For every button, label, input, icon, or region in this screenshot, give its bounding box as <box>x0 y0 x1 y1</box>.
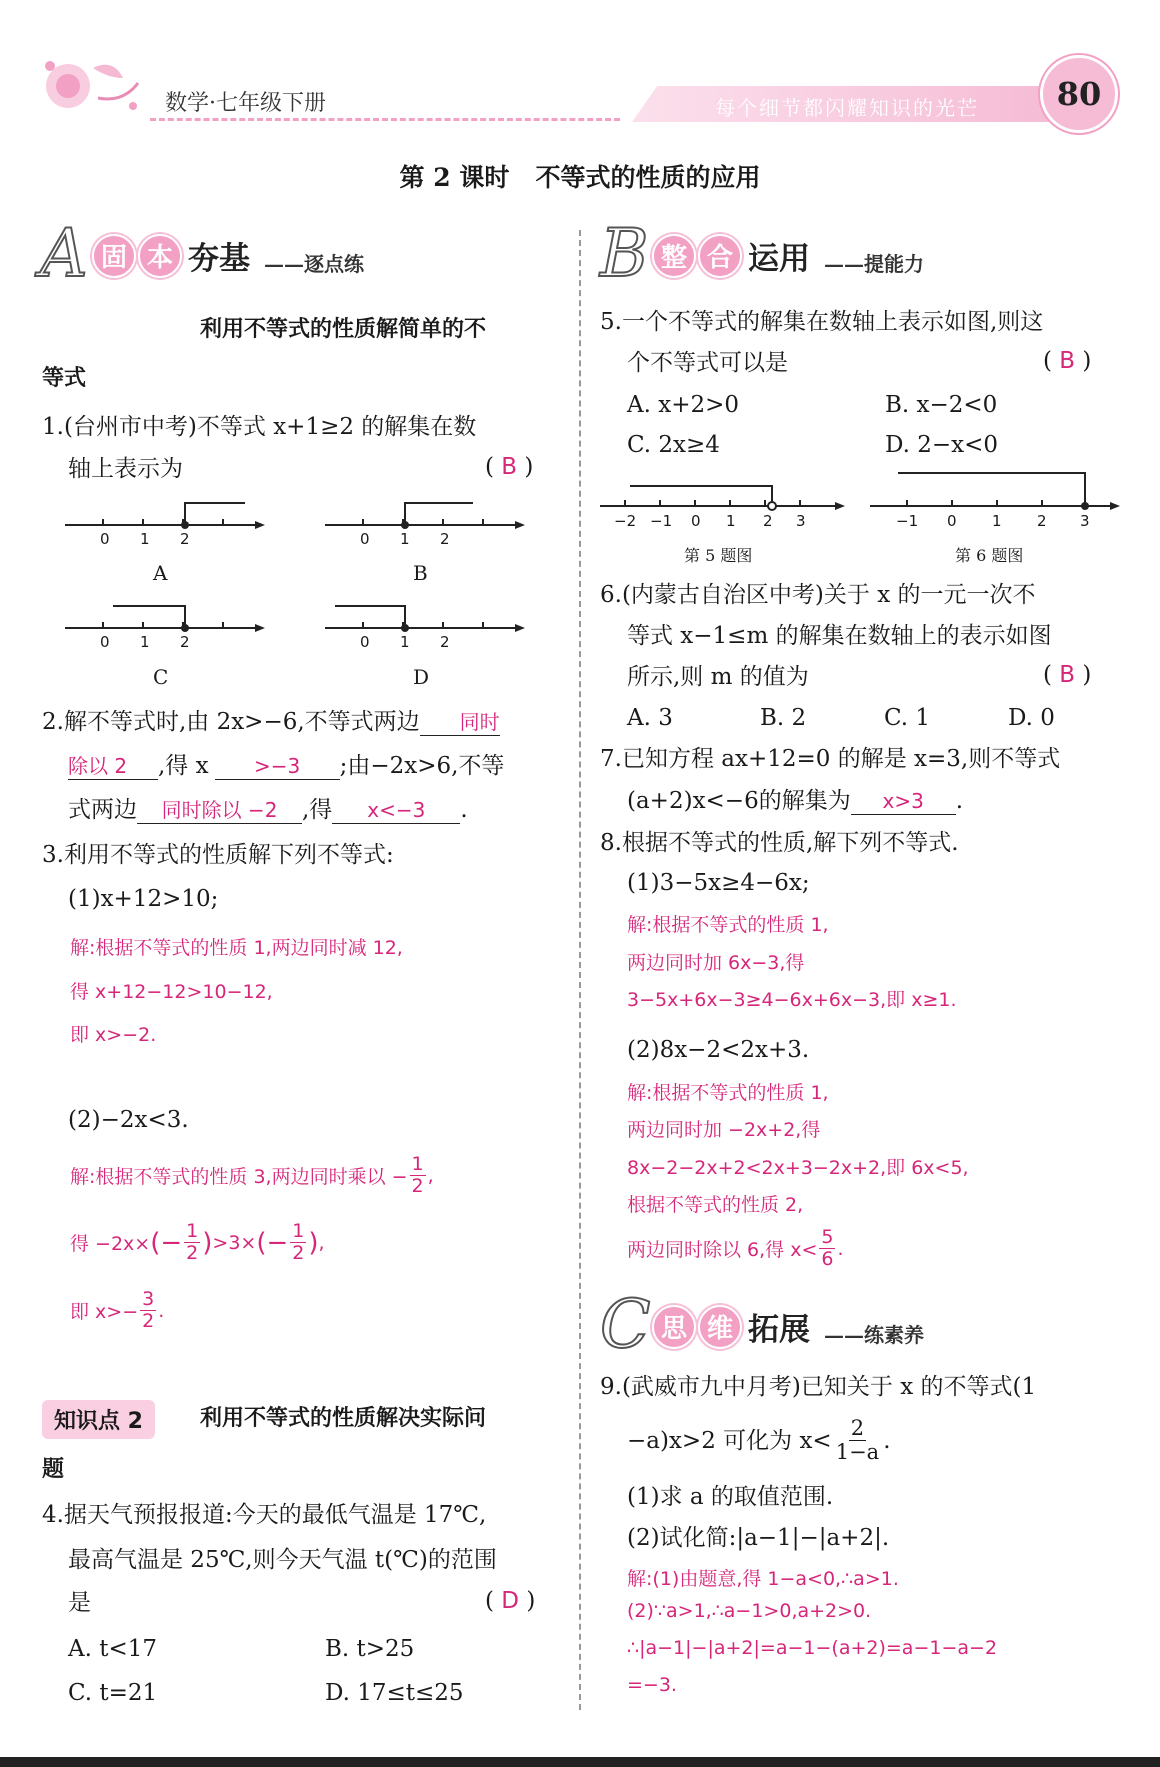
q3-comma-2: , <box>318 1231 325 1254</box>
q6-answer: B <box>1059 662 1076 688</box>
q8-sol2-line3: 8x−2−2x+2<2x+3−2x+2,即 6x<5, <box>627 1157 969 1179</box>
q5-tick-1: −1 <box>650 512 673 530</box>
q3-part2: (2)−2x<3. <box>68 1107 189 1133</box>
section-a-char-1: 固 <box>92 234 136 278</box>
frac-num: 1 <box>411 1153 424 1175</box>
section-c-subtitle: ——练素养 <box>824 1323 924 1347</box>
q6-tick-4: 3 <box>1080 512 1090 530</box>
q5-tick-3: 1 <box>726 512 736 530</box>
q1-b-label: B <box>413 561 428 585</box>
kp1-line1: 利用不等式的性质解简单的不 <box>200 317 487 342</box>
section-c-header <box>600 1286 1120 1366</box>
q5-option-a: A. x+2>0 <box>627 392 740 418</box>
q5-line2: 个不等式可以是 <box>627 350 788 376</box>
q3-rparen-1: ) <box>202 1227 213 1258</box>
q7-end: . <box>955 788 964 814</box>
q2-text-2: ,得 x <box>158 753 209 779</box>
bottom-bar <box>0 1757 1160 1767</box>
q8-part2: (2)8x−2<2x+3. <box>627 1037 810 1063</box>
frac-den: 2 <box>142 1310 155 1332</box>
q3-sol1-line1: 解:根据不等式的性质 1,两边同时减 12, <box>70 937 403 959</box>
header-ornament <box>38 48 148 118</box>
section-b-header <box>600 215 1120 295</box>
q9-period: . <box>883 1427 891 1454</box>
q1-a-label: A <box>153 561 168 585</box>
q4-option-c: C. t=21 <box>68 1680 158 1706</box>
q5-answer-bracket: ( B ) <box>1043 348 1092 374</box>
section-c-title: 拓展 <box>748 1312 810 1348</box>
page-number-badge <box>1040 55 1118 133</box>
q1-option-b-figure <box>325 495 525 549</box>
q1-line2: 轴上表示为 <box>68 456 183 482</box>
q1-b-tick-0: 0 <box>360 530 370 548</box>
q6-line1: 6.(内蒙古自治区中考)关于 x 的一元一次不 <box>600 582 1036 608</box>
q2-text-4: 式两边 <box>68 797 137 823</box>
q3-frac-half-1 <box>410 1155 426 1196</box>
q1-option-a-figure <box>65 495 265 549</box>
q5-option-c: C. 2x≥4 <box>627 432 720 458</box>
q4-option-a: A. t<17 <box>68 1636 158 1662</box>
q6-figure-label: 第 6 题图 <box>955 546 1024 565</box>
q1-d-tick-1: 1 <box>400 633 410 651</box>
q1-d-tick-0: 0 <box>360 633 370 651</box>
q5-figure <box>600 470 845 519</box>
q6-option-a: A. 3 <box>627 705 673 731</box>
section-a-title: 夯基 <box>188 241 250 277</box>
lesson-title: 第 2 课时 不等式的性质的应用 <box>399 163 761 192</box>
q1-c-tick-0: 0 <box>100 633 110 651</box>
q7-blank: x>3 <box>851 788 956 815</box>
q5-tick-5: 3 <box>796 512 806 530</box>
q3-frac-half-2 <box>184 1222 200 1263</box>
q3-period: . <box>158 1299 165 1322</box>
q9-line1: 9.(武威市九中月考)已知关于 x 的不等式(1 <box>600 1374 1037 1400</box>
column-divider <box>579 230 581 1710</box>
frac-num: 5 <box>821 1226 834 1248</box>
q1-a-tick-0: 0 <box>100 530 110 548</box>
q3-sol2-line1 <box>70 1155 434 1196</box>
q9-part2: (2)试化简:|a−1|−|a+2|. <box>627 1525 890 1551</box>
q1-answer-bracket: ( B ) <box>485 454 534 480</box>
q1-c-tick-2: 2 <box>180 633 190 651</box>
q9-frac <box>834 1418 881 1463</box>
section-b-letter: B <box>600 215 649 292</box>
kp2-badge-text: 知识点 2 <box>54 1409 143 1434</box>
q3-stem: 3.利用不等式的性质解下列不等式: <box>42 842 394 868</box>
q4-line3: 是 <box>68 1590 91 1616</box>
q4-option-d: D. 17≤t≤25 <box>325 1680 464 1706</box>
q3-sol2-c: 即 x>− <box>70 1301 139 1323</box>
q4-answer-bracket: ( D ) <box>485 1588 536 1614</box>
q6-option-d: D. 0 <box>1008 705 1055 731</box>
q8-frac <box>819 1228 835 1269</box>
q9-sol-line2: (2)∵a>1,∴a−1>0,a+2>0. <box>627 1600 872 1622</box>
section-b-title: 运用 <box>748 241 810 277</box>
q2-blank-1b: 除以 2 <box>68 753 158 780</box>
kp1-line2: 等式 <box>42 366 87 391</box>
q5-tick-0: −2 <box>614 512 637 530</box>
q3-lparen-2: (− <box>256 1227 289 1258</box>
section-c-letter: C <box>600 1286 651 1363</box>
section-c-char-2: 维 <box>698 1305 742 1349</box>
q2-blank-3: 同时除以 −2 <box>137 797 302 824</box>
frac-den: 2 <box>186 1242 199 1264</box>
q8-sol2-line4: 根据不等式的性质 2, <box>627 1194 804 1216</box>
frac-num: 1 <box>292 1220 305 1242</box>
kp2-line1: 利用不等式的性质解决实际问 <box>200 1406 487 1431</box>
q5-option-b: B. x−2<0 <box>885 392 998 418</box>
q1-a-tick-2: 2 <box>180 530 190 548</box>
q5-figure-label: 第 5 题图 <box>684 546 753 565</box>
q1-line1: 1.(台州市中考)不等式 x+1≥2 的解集在数 <box>42 414 477 440</box>
q5-option-d: D. 2−x<0 <box>885 432 999 458</box>
q6-line2: 等式 x−1≤m 的解集在数轴上的表示如图 <box>627 623 1052 649</box>
q2-text-6: . <box>460 797 468 823</box>
q8-part1: (1)3−5x≥4−6x; <box>627 870 810 896</box>
q1-option-c-figure <box>65 598 265 652</box>
q6-option-b: B. 2 <box>760 705 807 731</box>
q8-stem: 8.根据不等式的性质,解下列不等式. <box>600 830 959 856</box>
q1-d-label: D <box>413 665 430 689</box>
q3-sol2-line2 <box>70 1222 325 1263</box>
q3-rparen-2: ) <box>308 1227 319 1258</box>
frac-den: 2 <box>411 1175 424 1197</box>
q8-sol2-line1: 解:根据不等式的性质 1, <box>627 1082 829 1104</box>
q2-blank-4: x<−3 <box>332 797 460 824</box>
section-a-char-2: 本 <box>138 234 182 278</box>
frac-den: 6 <box>821 1248 834 1270</box>
q8-sol1-line1: 解:根据不等式的性质 1, <box>627 914 829 936</box>
q4-line1: 4.据天气预报报道:今天的最低气温是 17℃, <box>42 1502 487 1528</box>
q1-option-d-figure <box>325 598 525 652</box>
q5-answer: B <box>1059 348 1076 374</box>
section-b-subtitle: ——提能力 <box>824 252 924 276</box>
frac-num: 1 <box>186 1220 199 1242</box>
frac-den: 1−a <box>835 1440 880 1464</box>
header-slogan: 每个细节都闪耀知识的光芒 <box>715 96 979 120</box>
q9-text: −a)x>2 可化为 x< <box>627 1427 832 1454</box>
q9-sol-line3: ∴|a−1|−|a+2|=a−1−(a+2)=a−1−a−2 <box>627 1637 998 1659</box>
section-c-char-1: 思 <box>652 1305 696 1349</box>
q2-text-5: ,得 <box>302 797 333 823</box>
section-b-char-1: 整 <box>652 234 696 278</box>
q5-tick-2: 0 <box>691 512 701 530</box>
q7-line2 <box>627 786 963 816</box>
q9-sol-line1: 解:(1)由题意,得 1−a<0,∴a>1. <box>627 1568 899 1590</box>
q3-sol2-line3 <box>70 1290 164 1331</box>
q2-text-3: ;由−2x>6,不等 <box>339 753 505 779</box>
q8-sol2-last: 两边同时除以 6,得 x< <box>627 1239 818 1261</box>
q3-frac-half-3 <box>290 1222 306 1263</box>
q9-part1: (1)求 a 的取值范围. <box>627 1484 834 1510</box>
frac-num: 2 <box>850 1416 865 1440</box>
kp2-badge <box>42 1400 155 1439</box>
q3-sol2-b1: 得 −2x× <box>70 1233 151 1255</box>
q6-tick-2: 1 <box>992 512 1002 530</box>
q7-line1: 7.已知方程 ax+12=0 的解是 x=3,则不等式 <box>600 746 1061 772</box>
q2-line3 <box>68 795 468 825</box>
q8-period: . <box>837 1237 844 1260</box>
q8-sol1-line3: 3−5x+6x−3≥4−6x+6x−3,即 x≥1. <box>627 989 957 1011</box>
q6-tick-0: −1 <box>896 512 919 530</box>
q4-answer: D <box>501 1588 520 1614</box>
q6-line3: 所示,则 m 的值为 <box>627 664 809 690</box>
header-book-title: 数学·七年级下册 <box>165 91 326 116</box>
q1-answer: B <box>501 454 518 480</box>
section-b-char-2: 合 <box>698 234 742 278</box>
q6-tick-3: 2 <box>1037 512 1047 530</box>
q4-option-b: B. t>25 <box>325 1636 415 1662</box>
frac-den: 2 <box>292 1242 305 1264</box>
q6-option-c: C. 1 <box>884 705 931 731</box>
q3-sol1-line3: 即 x>−2. <box>70 1024 157 1046</box>
q7-text: (a+2)x<−6的解集为 <box>627 788 851 814</box>
q9-sol-line4: =−3. <box>627 1674 677 1696</box>
q1-b-tick-1: 1 <box>400 530 410 548</box>
q3-sol1-line2: 得 x+12−12>10−12, <box>70 981 273 1003</box>
q3-comma-1: , <box>427 1164 434 1187</box>
q1-b-tick-2: 2 <box>440 530 450 548</box>
q1-c-label: C <box>153 665 169 689</box>
q2-blank-2: >−3 <box>215 753 340 780</box>
q3-sol2-a: 解:根据不等式的性质 3,两边同时乘以 − <box>70 1166 408 1188</box>
frac-num: 3 <box>142 1288 155 1310</box>
q2-blank-1a: 同时 <box>420 709 500 736</box>
q6-tick-1: 0 <box>947 512 957 530</box>
q3-part1: (1)x+12>10; <box>68 886 219 912</box>
section-a-letter: A <box>40 215 88 292</box>
q1-c-tick-1: 1 <box>140 633 150 651</box>
section-a-subtitle: ——逐点练 <box>264 252 364 276</box>
q8-sol1-line2: 两边同时加 6x−3,得 <box>627 952 805 974</box>
q2-line2 <box>68 751 504 781</box>
kp2-line2: 题 <box>42 1457 65 1482</box>
section-a-header <box>40 215 560 295</box>
q8-sol2-line2: 两边同时加 −2x+2,得 <box>627 1119 821 1141</box>
q5-line1: 5.一个不等式的解集在数轴上表示如图,则这 <box>600 309 1044 335</box>
header-dash-line <box>150 118 620 121</box>
q1-a-tick-1: 1 <box>140 530 150 548</box>
q2-text-1: 2.解不等式时,由 2x>−6,不等式两边 <box>42 709 420 735</box>
q9-line2 <box>627 1418 891 1463</box>
page-number: 80 <box>1056 75 1102 113</box>
q2-line1 <box>42 707 500 737</box>
q3-frac-three-half <box>140 1290 156 1331</box>
flower-ornament-icon <box>38 48 148 118</box>
q5-tick-4: 2 <box>763 512 773 530</box>
q3-sol2-b2: >3× <box>212 1231 257 1254</box>
q3-lparen-1: (− <box>150 1227 183 1258</box>
q4-line2: 最高气温是 25℃,则今天气温 t(℃)的范围 <box>68 1547 497 1573</box>
q6-answer-bracket: ( B ) <box>1043 662 1092 688</box>
q8-sol2-line5 <box>627 1228 844 1269</box>
q1-d-tick-2: 2 <box>440 633 450 651</box>
